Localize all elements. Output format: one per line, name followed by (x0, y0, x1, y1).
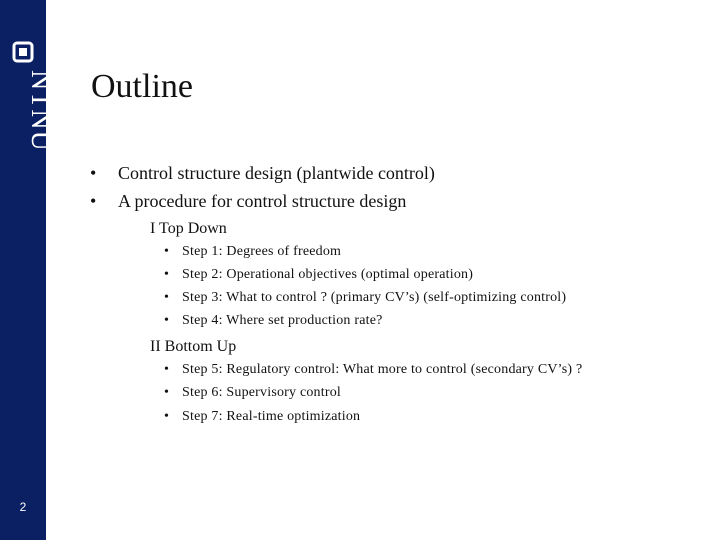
slide-number: 2 (19, 500, 27, 514)
sidebar-band (0, 0, 56, 540)
section-heading-top-down: I Top Down (150, 220, 227, 237)
bullet-marker: • (164, 267, 170, 282)
bullet-marker: • (164, 290, 170, 305)
bullet-text: A procedure for control structure design (118, 191, 407, 211)
bullet-marker: • (90, 163, 97, 183)
ntnu-logo-icon (5, 40, 56, 170)
logo-wordmark: NTNU (25, 70, 56, 152)
step-text: Step 7: Real-time optimization (182, 409, 361, 424)
bullet-marker: • (164, 385, 170, 400)
bullet-marker: • (164, 362, 170, 377)
slide-title: Outline (91, 68, 193, 105)
bullet-marker: • (164, 244, 170, 259)
step-text: Step 6: Supervisory control (182, 385, 341, 400)
step-text: Step 5: Regulatory control: What more to control (secondary CV’s) ? (182, 362, 583, 377)
section-heading-bottom-up: II Bottom Up (150, 338, 237, 355)
step-text: Step 4: Where set production rate? (182, 313, 383, 328)
bullet-text: Control structure design (plantwide control) (118, 163, 435, 183)
bullet-marker: • (164, 409, 170, 424)
bullet-marker: • (164, 313, 170, 328)
step-text: Step 2: Operational objectives (optimal operation) (182, 267, 474, 282)
step-text: Step 3: What to control ? (primary CV’s) (self-optimizing control) (182, 290, 567, 305)
bullet-marker: • (90, 191, 97, 211)
step-text: Step 1: Degrees of freedom (182, 244, 342, 259)
